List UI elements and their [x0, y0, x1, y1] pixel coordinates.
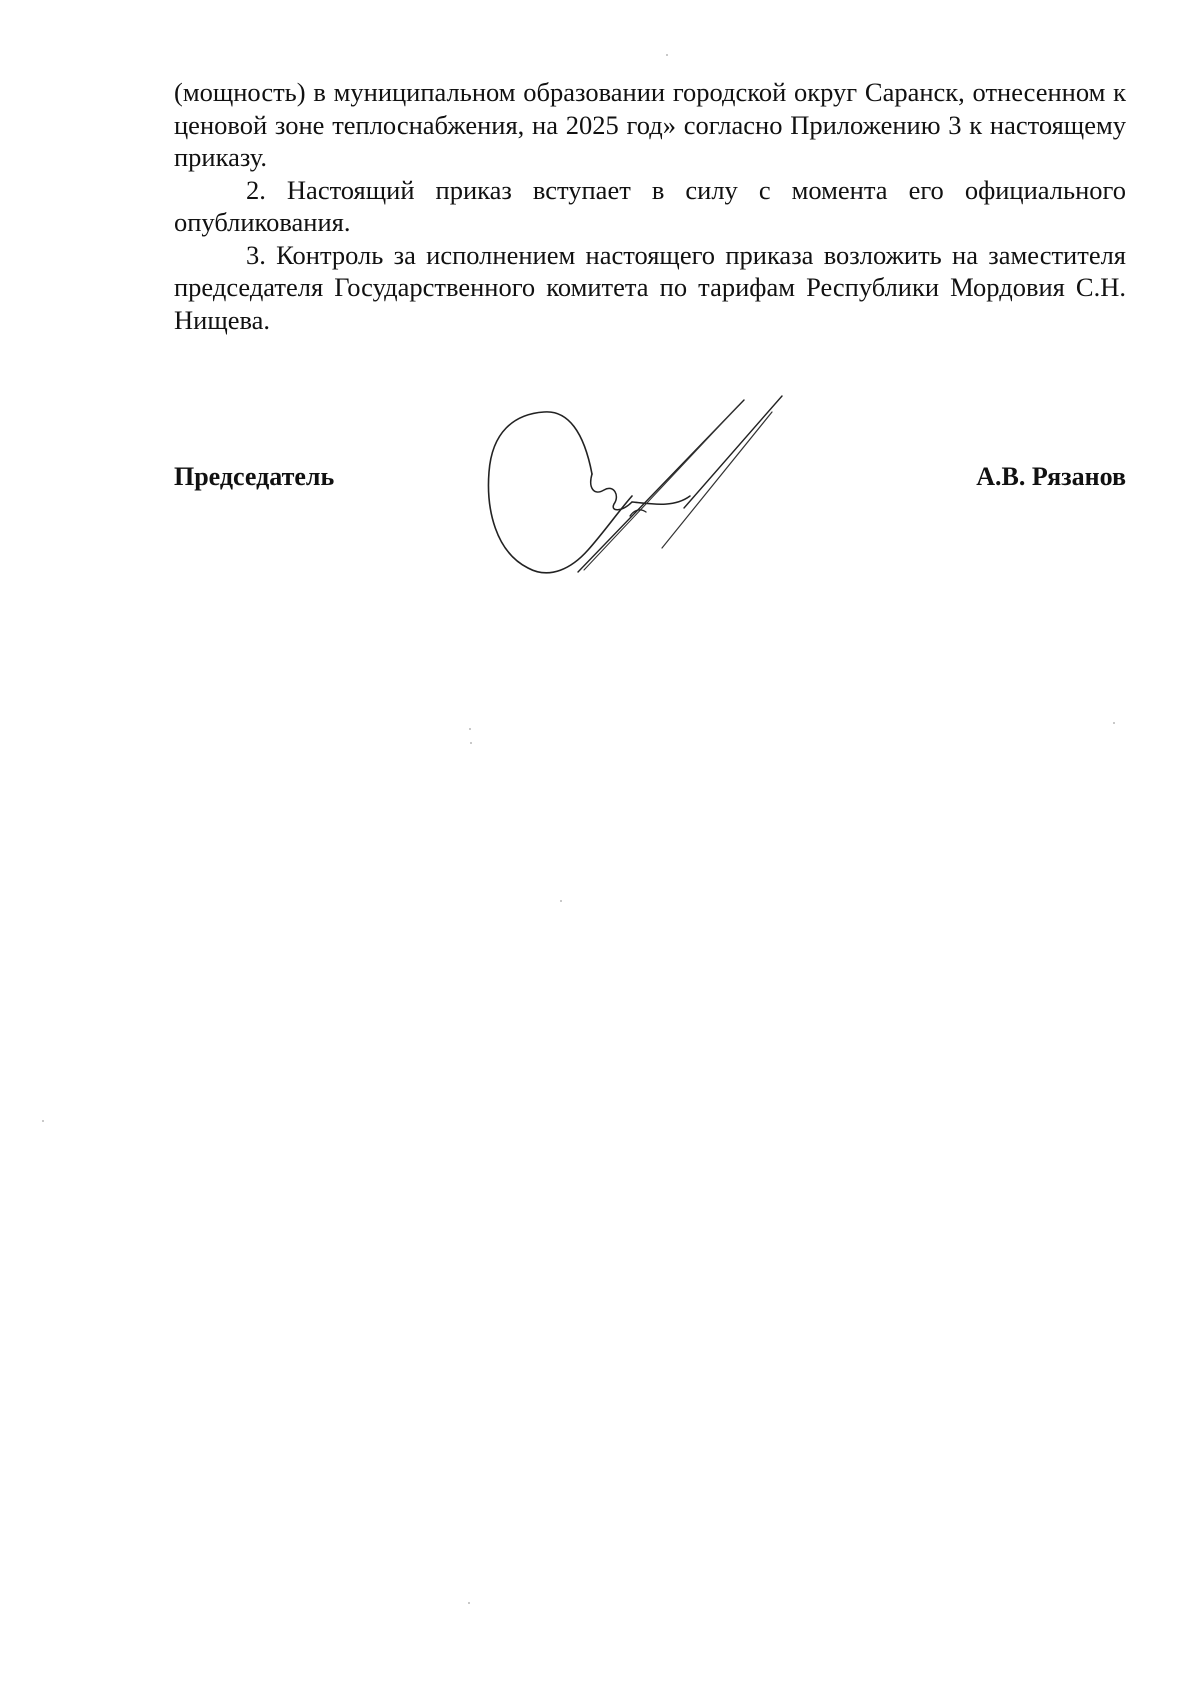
paragraph-item-2: 2. Настоящий приказ вступает в силу с момента его официального опубликования.	[174, 174, 1126, 237]
paragraph-continuation: (мощность) в муниципальном образовании городской округ Саранск, отнесенном к ценовой зоне теплоснабжения, на 2025 год» согласно Приложению 3 к настоящему приказу.	[174, 77, 1126, 172]
paragraph-item-3: 3. Контроль за исполнением настоящего приказа возложить на заместителя председателя Государственного комитета по тарифам Республики Мордовия С.Н. Нищева.	[174, 239, 1126, 335]
scan-speck	[470, 742, 472, 744]
scan-speck	[42, 1120, 44, 1122]
scan-speck	[469, 728, 471, 730]
signer-position: Председатель	[174, 462, 335, 491]
signer-name: А.В. Рязанов	[976, 462, 1126, 491]
scan-speck	[1113, 722, 1115, 724]
document-body	[174, 76, 1126, 336]
scan-speck	[468, 1602, 470, 1604]
scan-speck	[666, 54, 668, 56]
handwritten-signature	[480, 392, 810, 590]
scan-speck	[560, 900, 562, 902]
